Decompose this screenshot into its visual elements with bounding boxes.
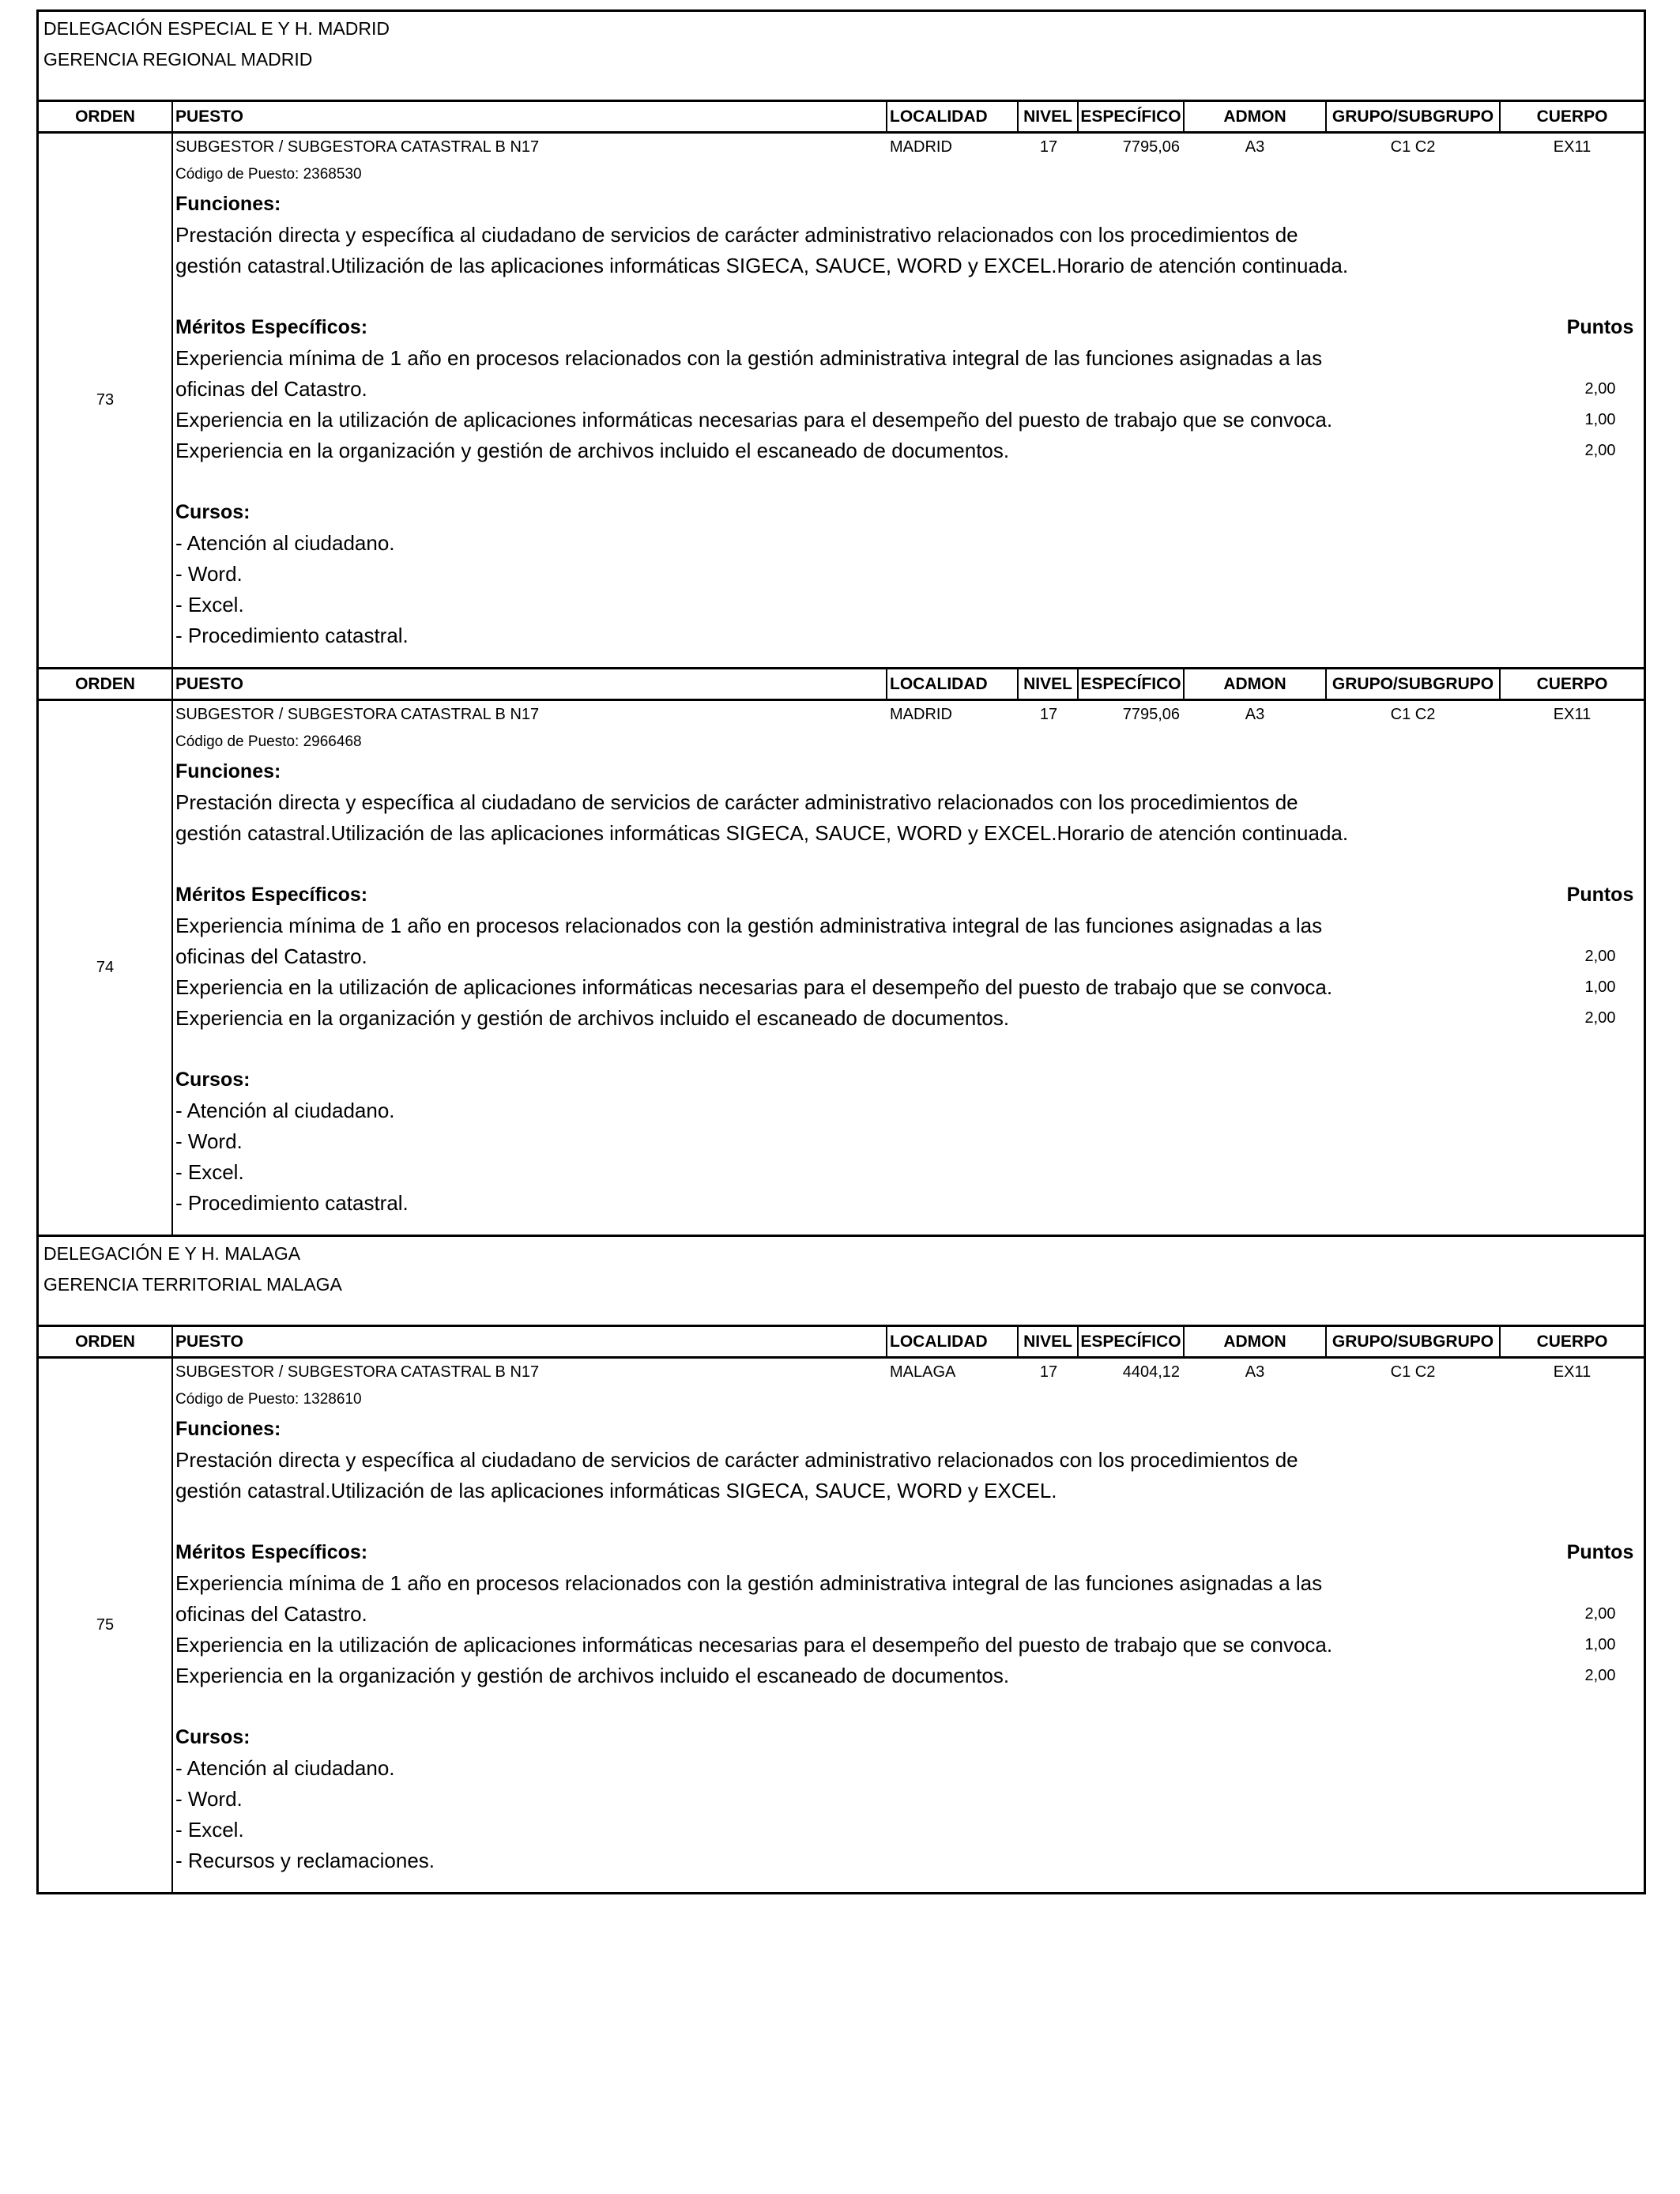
header-especifico: ESPECÍFICO (1079, 669, 1185, 699)
section-header (39, 12, 1644, 102)
spacer (173, 1876, 1644, 1892)
cursos-label: Cursos: (175, 1069, 250, 1091)
entry-summary-row (173, 134, 1644, 160)
puntos-label: Puntos (1566, 316, 1634, 338)
curso-item: - Excel. (175, 1160, 244, 1184)
meritos-label: Méritos Específicos: (175, 884, 368, 906)
curso-item: - Word. (175, 562, 243, 586)
header-nivel: NIVEL (1019, 102, 1079, 131)
delegacion-title: DELEGACIÓN E Y H. MALAGA (43, 1243, 301, 1264)
merito-row (173, 343, 1644, 374)
localidad-value: MADRID (890, 705, 952, 723)
spacer (173, 1219, 1644, 1235)
header-localidad: LOCALIDAD (887, 102, 1019, 131)
cuerpo-value: EX11 (1553, 1363, 1591, 1381)
codigo-puesto: Código de Puesto: 2966468 (175, 733, 362, 750)
spacer (173, 466, 1644, 497)
merito-puntos: 2,00 (1584, 1667, 1616, 1684)
puesto-value: SUBGESTOR / SUBGESTORA CATASTRAL B N17 (175, 1363, 540, 1381)
header-puesto: PUESTO (173, 102, 887, 131)
admon-value: A3 (1245, 138, 1265, 156)
merito-text: Experiencia mínima de 1 año en procesos relacionados con la gestión administrativa integral de las funciones asignadas a las (175, 1571, 1323, 1595)
gerencia-title: GERENCIA TERRITORIAL MALAGA (43, 1274, 342, 1295)
merito-text: oficinas del Catastro. (175, 944, 367, 968)
grupo-value: C1 C2 (1390, 138, 1436, 156)
merito-puntos: 1,00 (1584, 411, 1616, 428)
merito-row (173, 1003, 1644, 1034)
orden-number: 74 (39, 701, 173, 1235)
header-nivel: NIVEL (1019, 1327, 1079, 1356)
grupo-value: C1 C2 (1390, 705, 1436, 723)
header-localidad: LOCALIDAD (887, 1327, 1019, 1356)
funciones-text: gestión catastral.Utilización de las aplicaciones informáticas SIGECA, SAUCE, WORD y EXCEL.Horario de atención continuada. (175, 254, 1349, 277)
cursos-label: Cursos: (175, 501, 250, 523)
merito-puntos: 2,00 (1584, 1605, 1616, 1623)
merito-row (173, 910, 1644, 941)
merito-puntos: 2,00 (1584, 1009, 1616, 1027)
admon-value: A3 (1245, 705, 1265, 723)
merito-row (173, 1630, 1644, 1661)
merito-row (173, 374, 1644, 405)
cuerpo-value: EX11 (1553, 138, 1591, 156)
curso-item: - Atención al ciudadano. (175, 1099, 395, 1122)
meritos-header-row (173, 880, 1644, 910)
column-header-row (39, 669, 1644, 701)
merito-puntos: 2,00 (1584, 380, 1616, 398)
header-especifico: ESPECÍFICO (1079, 1327, 1185, 1356)
merito-puntos: 2,00 (1584, 948, 1616, 965)
nivel-value: 17 (1039, 1363, 1058, 1381)
entry-summary-row (173, 1359, 1644, 1385)
merito-row (173, 1599, 1644, 1630)
curso-item: - Atención al ciudadano. (175, 1756, 395, 1780)
merito-text: Experiencia en la organización y gestión de archivos incluido el escaneado de documentos. (175, 1006, 1010, 1030)
curso-item: - Excel. (175, 1818, 244, 1842)
merito-text: Experiencia en la organización y gestión de archivos incluido el escaneado de documentos. (175, 439, 1010, 462)
header-localidad: LOCALIDAD (887, 669, 1019, 699)
puntos-label: Puntos (1566, 884, 1634, 906)
header-cuerpo: CUERPO (1536, 107, 1608, 126)
funciones-text: gestión catastral.Utilización de las aplicaciones informáticas SIGECA, SAUCE, WORD y EXCEL.Horario de atención continuada. (175, 821, 1349, 845)
nivel-value: 17 (1039, 705, 1058, 723)
header-cuerpo: CUERPO (1536, 1332, 1608, 1351)
spacer (173, 1691, 1644, 1722)
header-grupo: GRUPO/SUBGRUPO (1325, 669, 1501, 699)
header-puesto: PUESTO (173, 669, 887, 699)
header-orden: ORDEN (39, 102, 173, 131)
curso-item: - Procedimiento catastral. (175, 624, 409, 647)
spacer (173, 849, 1644, 880)
curso-item: - Excel. (175, 593, 244, 616)
header-orden: ORDEN (39, 669, 173, 699)
codigo-puesto: Código de Puesto: 2368530 (175, 166, 362, 183)
column-header-row (39, 102, 1644, 134)
cuerpo-value: EX11 (1553, 705, 1591, 723)
nivel-value: 17 (1039, 138, 1058, 156)
merito-text: Experiencia en la utilización de aplicaciones informáticas necesarias para el desempeño del puesto de trabajo que se convoca. (175, 975, 1333, 999)
merito-row (173, 405, 1644, 435)
merito-row (173, 972, 1644, 1003)
spacer (173, 1034, 1644, 1065)
header-puesto: PUESTO (173, 1327, 887, 1356)
curso-item: - Word. (175, 1787, 243, 1811)
funciones-text: Prestación directa y específica al ciudadano de servicios de carácter administrativo relacionados con los procedimientos de (175, 223, 1298, 247)
curso-item: - Procedimiento catastral. (175, 1191, 409, 1215)
job-entry (39, 134, 1644, 669)
puesto-value: SUBGESTOR / SUBGESTORA CATASTRAL B N17 (175, 138, 540, 156)
job-entry (39, 701, 1644, 1237)
orden-number: 73 (39, 134, 173, 667)
funciones-text: Prestación directa y específica al ciudadano de servicios de carácter administrativo relacionados con los procedimientos de (175, 1448, 1298, 1472)
spacer (173, 281, 1644, 312)
merito-row (173, 435, 1644, 466)
section-header (39, 1237, 1644, 1327)
header-nivel: NIVEL (1019, 669, 1079, 699)
especifico-value: 7795,06 (1122, 138, 1180, 156)
grupo-value: C1 C2 (1390, 1363, 1436, 1381)
spacer (173, 1506, 1644, 1537)
merito-text: Experiencia en la utilización de aplicaciones informáticas necesarias para el desempeño del puesto de trabajo que se convoca. (175, 1633, 1333, 1657)
entry-summary-row (173, 701, 1644, 728)
merito-row (173, 1661, 1644, 1691)
entry-body (173, 1359, 1644, 1892)
merito-text: oficinas del Catastro. (175, 377, 367, 401)
merito-text: oficinas del Catastro. (175, 1602, 367, 1626)
puntos-label: Puntos (1566, 1541, 1634, 1563)
curso-item: - Recursos y reclamaciones. (175, 1849, 435, 1872)
meritos-label: Méritos Específicos: (175, 316, 368, 338)
merito-puntos: 2,00 (1584, 442, 1616, 459)
header-admon: ADMON (1223, 674, 1286, 693)
orden-number: 75 (39, 1359, 173, 1892)
localidad-value: MALAGA (890, 1363, 956, 1381)
merito-row (173, 1568, 1644, 1599)
funciones-label: Funciones: (175, 760, 281, 782)
merito-text: Experiencia en la organización y gestión de archivos incluido el escaneado de documentos. (175, 1664, 1010, 1687)
especifico-value: 7795,06 (1122, 705, 1180, 723)
cursos-label: Cursos: (175, 1726, 250, 1748)
entry-body (173, 701, 1644, 1235)
header-especifico: ESPECÍFICO (1079, 102, 1185, 131)
merito-row (173, 941, 1644, 972)
header-grupo: GRUPO/SUBGRUPO (1325, 102, 1501, 131)
spacer (173, 651, 1644, 667)
meritos-header-row (173, 1537, 1644, 1568)
curso-item: - Atención al ciudadano. (175, 531, 395, 555)
codigo-puesto: Código de Puesto: 1328610 (175, 1391, 362, 1408)
job-entry (39, 1359, 1644, 1894)
merito-text: Experiencia en la utilización de aplicaciones informáticas necesarias para el desempeño del puesto de trabajo que se convoca. (175, 408, 1333, 432)
header-admon: ADMON (1223, 107, 1286, 126)
curso-item: - Word. (175, 1129, 243, 1153)
funciones-text: gestión catastral.Utilización de las aplicaciones informáticas SIGECA, SAUCE, WORD y EXCEL. (175, 1479, 1057, 1502)
header-orden: ORDEN (39, 1327, 173, 1356)
entry-body (173, 134, 1644, 667)
header-cuerpo: CUERPO (1536, 674, 1608, 693)
meritos-label: Méritos Específicos: (175, 1541, 368, 1563)
localidad-value: MADRID (890, 138, 952, 156)
merito-text: Experiencia mínima de 1 año en procesos relacionados con la gestión administrativa integral de las funciones asignadas a las (175, 914, 1323, 937)
gerencia-title: GERENCIA REGIONAL MADRID (43, 49, 313, 70)
delegacion-title: DELEGACIÓN ESPECIAL E Y H. MADRID (43, 18, 390, 39)
meritos-header-row (173, 312, 1644, 343)
column-header-row (39, 1327, 1644, 1359)
funciones-text: Prestación directa y específica al ciudadano de servicios de carácter administrativo relacionados con los procedimientos de (175, 790, 1298, 814)
funciones-label: Funciones: (175, 193, 281, 215)
header-grupo: GRUPO/SUBGRUPO (1325, 1327, 1501, 1356)
merito-text: Experiencia mínima de 1 año en procesos relacionados con la gestión administrativa integral de las funciones asignadas a las (175, 346, 1323, 370)
puesto-value: SUBGESTOR / SUBGESTORA CATASTRAL B N17 (175, 705, 540, 723)
document-table (36, 9, 1646, 1894)
merito-puntos: 1,00 (1584, 978, 1616, 996)
admon-value: A3 (1245, 1363, 1265, 1381)
especifico-value: 4404,12 (1122, 1363, 1180, 1381)
funciones-label: Funciones: (175, 1418, 281, 1440)
merito-puntos: 1,00 (1584, 1636, 1616, 1653)
header-admon: ADMON (1223, 1332, 1286, 1351)
